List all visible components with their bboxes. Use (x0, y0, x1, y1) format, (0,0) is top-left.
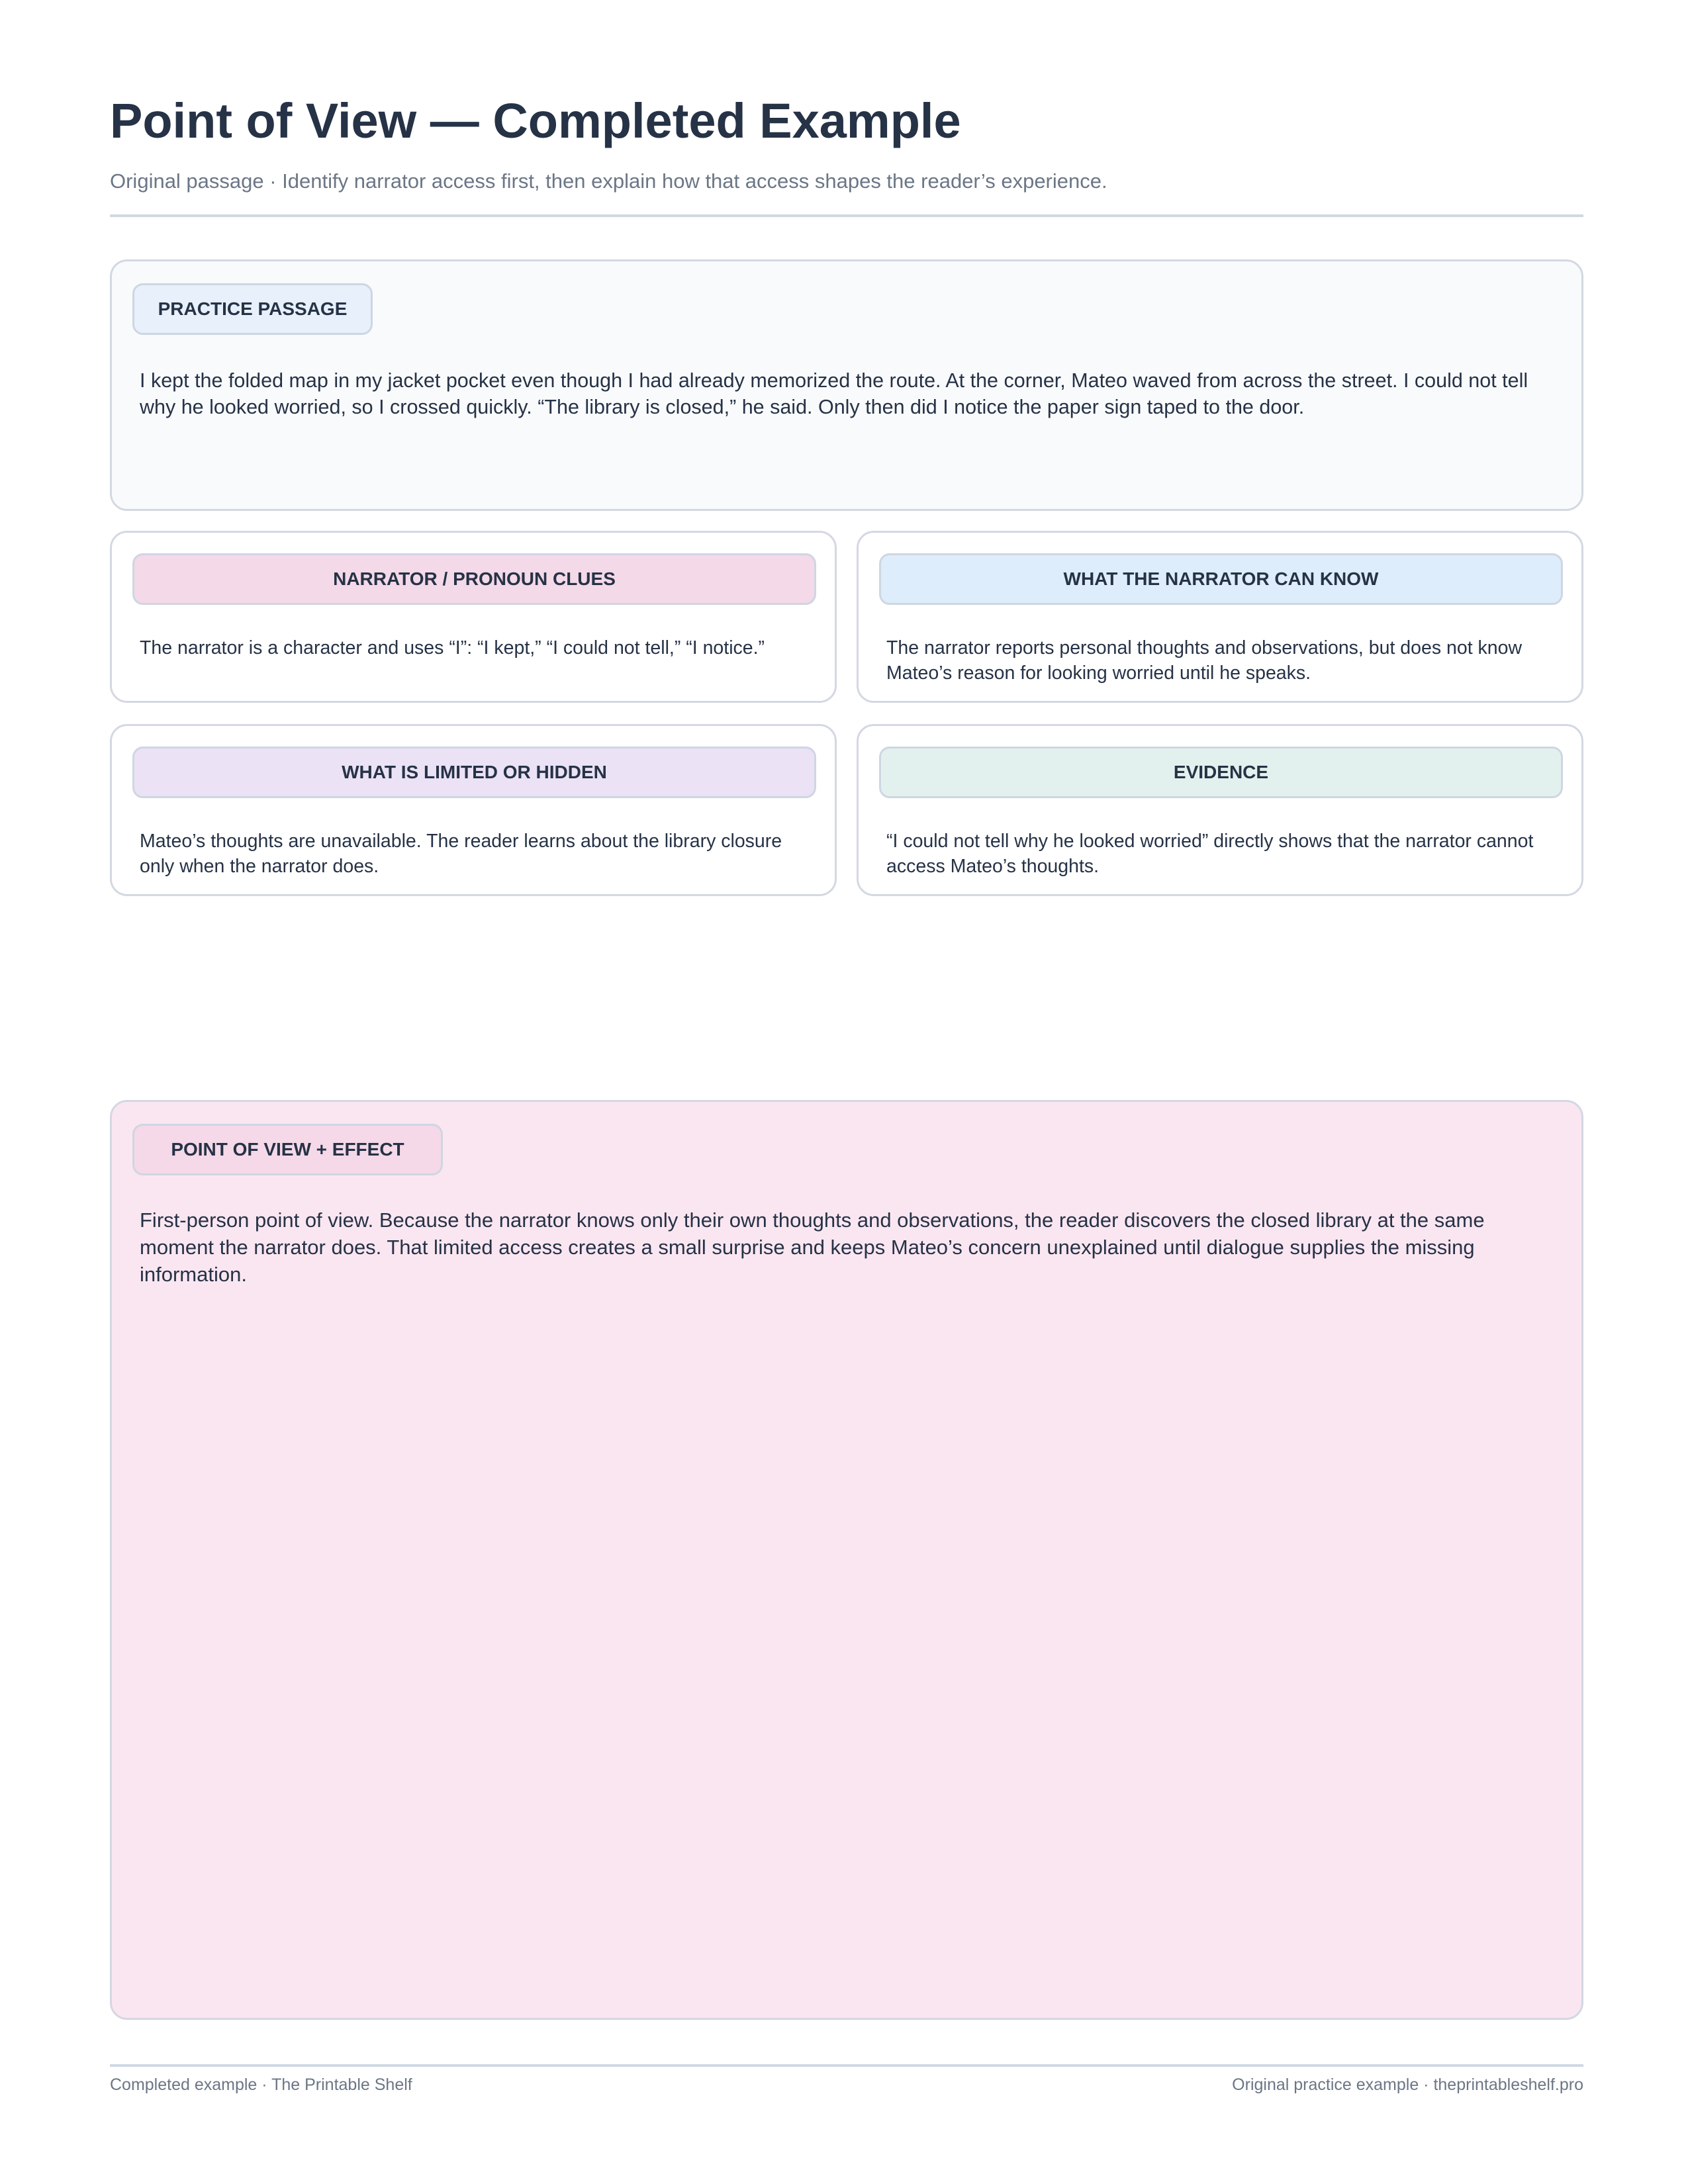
limited-or-hidden-text: Mateo’s thoughts are unavailable. The reader learns about the library closure only when the narrator does. (140, 831, 788, 877)
point-of-view-effect-text: First-person point of view. Because the narrator knows only their own thoughts and observations, the reader discovers the closed library at the same moment the narrator does. That limited access creates a small surprise and keeps Mateo’s concern unexplained until dialogue supplies the missing information. (140, 1208, 1491, 1286)
practice-passage-text: I kept the folded map in my jacket pocket even though I had already memorized the route. At the corner, Mateo waved from across the street. I could not tell why he looked worried, so I crossed quickly. “The library is closed,” he said. Only then did I notice the paper sign taped to the door. (140, 369, 1534, 418)
what-narrator-can-know-label: WHAT THE NARRATOR CAN KNOW (879, 553, 1563, 605)
evidence-label: EVIDENCE (879, 747, 1563, 798)
page-subtitle: Original passage · Identify narrator access first, then explain how that access shapes the reader’s experience. (110, 169, 1107, 193)
what-narrator-can-know-text: The narrator reports personal thoughts and observations, but does not know Mateo’s reason for looking worried until he speaks. (886, 637, 1528, 684)
footer-right-text: Original practice example · theprintableshelf.pro (1232, 2075, 1583, 2094)
limited-or-hidden-label: WHAT IS LIMITED OR HIDDEN (132, 747, 816, 798)
footer-divider (110, 2064, 1583, 2067)
worksheet-page (110, 0, 1583, 2184)
narrator-pronoun-clues-text: The narrator is a character and uses “I”: “I kept,” “I could not tell,” “I notice.” (140, 637, 765, 659)
narrator-pronoun-clues-label: NARRATOR / PRONOUN CLUES (132, 553, 816, 605)
evidence-text: “I could not tell why he looked worried” directly shows that the narrator cannot access Mateo’s thoughts. (886, 831, 1539, 877)
limited-or-hidden-card (110, 724, 837, 896)
practice-passage-card (110, 259, 1583, 511)
header-divider (110, 214, 1583, 217)
point-of-view-effect-label: POINT OF VIEW + EFFECT (132, 1124, 443, 1175)
what-narrator-can-know-card (857, 531, 1583, 703)
evidence-card (857, 724, 1583, 896)
footer-left-text: Completed example · The Printable Shelf (110, 2075, 412, 2094)
page-title: Point of View — Completed Example (110, 93, 961, 148)
point-of-view-effect-card (110, 1100, 1583, 2020)
narrator-pronoun-clues-card (110, 531, 837, 703)
practice-passage-label: PRACTICE PASSAGE (132, 283, 373, 335)
